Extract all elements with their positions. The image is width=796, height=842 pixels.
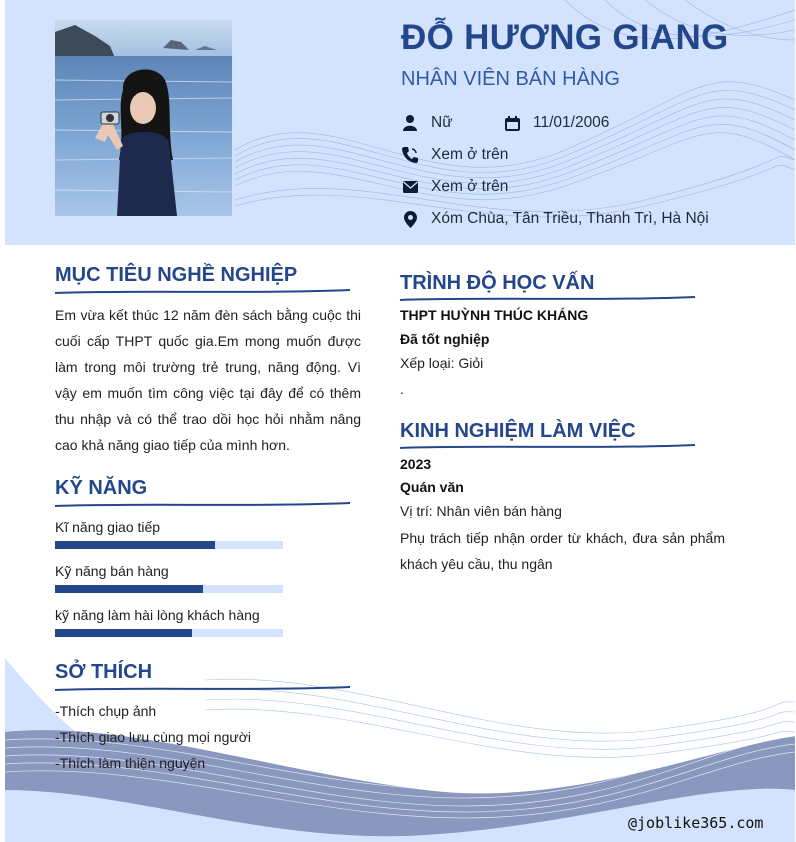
objective-text: Em vừa kết thúc 12 năm đèn sách bằng cuộc thi cuối cấp THPT quốc gia.Em mong muốn được làm trong môi trường trẻ trung, năng động. Vì vậy em muốn tìm công việc tại đây để có thêm thu nhập và có thể trao dồi học hỏi nhằm nâng cao khả năng giao tiếp của mình hơn.: [55, 307, 361, 453]
skill-bar: [55, 541, 283, 549]
hobby-item: -Thích làm thiện nguyện: [55, 755, 206, 771]
user-icon: [401, 114, 419, 132]
hobbies-title: SỞ THÍCH: [55, 661, 153, 683]
education-note: .: [400, 381, 404, 397]
cv-page: [5, 0, 795, 842]
phone-icon: [401, 146, 419, 164]
experience-title-underline: [400, 443, 695, 451]
experience-year: 2023: [400, 456, 432, 472]
experience-company: Quán văn: [400, 479, 464, 495]
hobbies-title-underline: [55, 685, 350, 693]
education-grade: Xếp loại: Giỏi: [400, 355, 484, 371]
watermark-text: @joblike365.com: [628, 814, 764, 832]
skills-title-underline: [55, 501, 350, 509]
skill-bar: [55, 629, 283, 637]
gender-value: Nữ: [431, 114, 453, 131]
experience-position: Vị trí: Nhân viên bán hàng: [400, 503, 562, 519]
profile-photo: [55, 20, 232, 216]
skill-bar-fill: [55, 541, 215, 549]
skill-bar-fill: [55, 585, 203, 593]
birthday-row: [503, 114, 609, 132]
envelope-icon: [401, 178, 419, 196]
objective-title-underline: [55, 288, 350, 296]
experience-description: Phụ trách tiếp nhận order từ khách, đưa sản phẩm khách yêu cầu, thu ngân: [400, 530, 725, 572]
objective-title: MỤC TIÊU NGHỀ NGHIỆP: [55, 264, 298, 286]
gender-row: [401, 114, 453, 132]
job-title: NHÂN VIÊN BÁN HÀNG: [401, 68, 620, 90]
address-row: [401, 210, 709, 228]
education-status: Đã tốt nghiệp: [400, 331, 490, 347]
header-band: [5, 0, 795, 245]
school-name: THPT HUỲNH THÚC KHÁNG: [400, 307, 589, 323]
phone-value: Xem ở trên: [431, 146, 509, 163]
skill-label: Kĩ năng giao tiếp: [55, 519, 161, 535]
phone-row: [401, 146, 508, 164]
birthday-value: 11/01/2006: [533, 114, 610, 131]
candidate-name: ĐỖ HƯƠNG GIANG: [401, 18, 729, 57]
email-value: Xem ở trên: [431, 178, 509, 195]
hobby-item: -Thích chụp ảnh: [55, 703, 157, 719]
experience-title: KINH NGHIỆM LÀM VIỆC: [400, 420, 636, 442]
skill-bar-fill: [55, 629, 192, 637]
skill-bar: [55, 585, 283, 593]
education-title-underline: [400, 295, 695, 303]
skill-label: kỹ năng làm hài lòng khách hàng: [55, 607, 260, 623]
hobby-item: -Thích giao lưu cùng mọi người: [55, 729, 252, 745]
email-row: [401, 178, 508, 196]
address-value: Xóm Chùa, Tân Triều, Thanh Trì, Hà Nội: [431, 210, 709, 227]
map-pin-icon: [401, 210, 419, 228]
skills-title: KỸ NĂNG: [55, 477, 148, 499]
skill-label: Kỹ năng bán hàng: [55, 563, 169, 579]
calendar-icon: [503, 114, 521, 132]
education-title: TRÌNH ĐỘ HỌC VẤN: [400, 272, 595, 294]
